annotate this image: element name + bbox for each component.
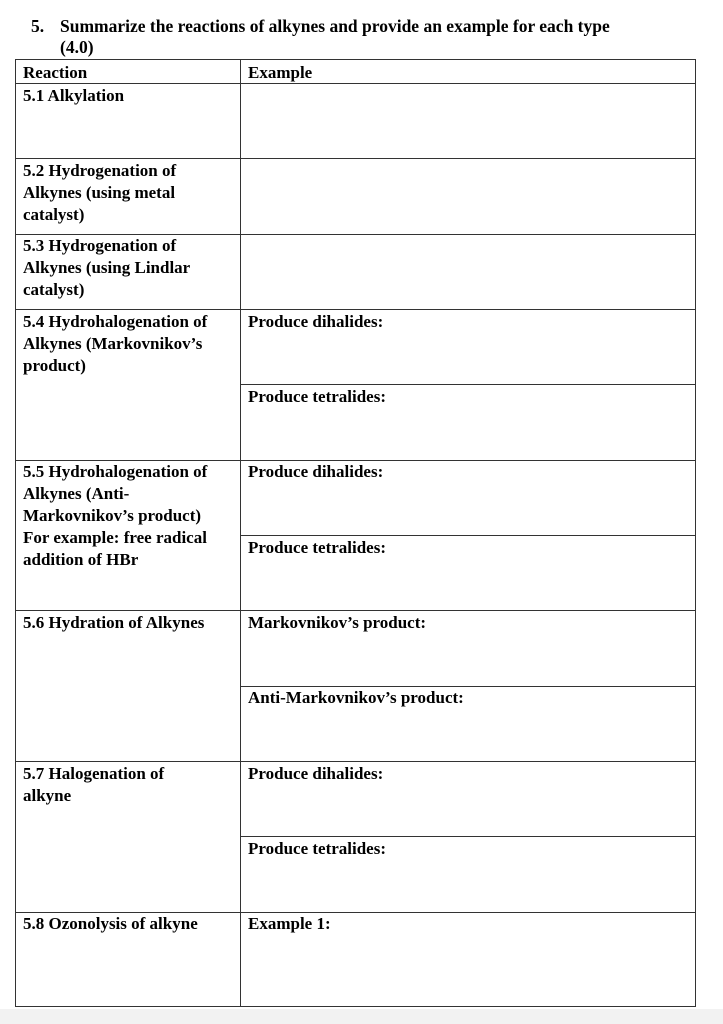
- question-points: (4.0): [60, 37, 94, 57]
- example-cell[interactable]: [248, 160, 688, 230]
- example-cell[interactable]: Produce tetralides:: [248, 839, 387, 858]
- reaction-cell: 5.8 Ozonolysis of alkyne: [23, 914, 198, 933]
- sub-row-divider: [240, 836, 695, 837]
- example-cell[interactable]: Produce dihalides:: [248, 462, 384, 481]
- example-cell[interactable]: Produce tetralides:: [248, 387, 387, 406]
- example-cell[interactable]: Produce tetralides:: [248, 538, 387, 557]
- reaction-cell: 5.7 Halogenation of alkyne: [23, 764, 165, 805]
- question-prompt: [31, 16, 691, 58]
- row-divider: [16, 309, 695, 310]
- sub-row-divider: [240, 535, 695, 536]
- page-bottom-strip: [0, 1009, 723, 1024]
- reaction-cell: 5.4 Hydrohalogenation of Alkynes (Markovnikov’s product): [23, 312, 208, 375]
- question-text: Summarize the reactions of alkynes and provide an example for each type: [60, 16, 610, 36]
- reaction-cell: 5.1 Alkylation: [23, 86, 125, 105]
- reactions-table: [15, 59, 696, 1007]
- example-cell[interactable]: Produce dihalides:: [248, 764, 384, 783]
- reaction-cell: 5.6 Hydration of Alkynes: [23, 613, 205, 632]
- example-cell[interactable]: Markovnikov’s product:: [248, 613, 427, 632]
- row-divider: [16, 610, 695, 611]
- question-number: 5.: [31, 16, 45, 36]
- example-cell[interactable]: [248, 85, 688, 155]
- header-example: Example: [248, 63, 313, 82]
- row-divider: [16, 83, 695, 84]
- reaction-cell: 5.5 Hydrohalogenation of Alkynes (Anti- Markovnikov’s product) For example: free radical addition of HBr: [23, 462, 208, 569]
- example-cell[interactable]: [248, 235, 688, 305]
- row-divider: [16, 158, 695, 159]
- row-divider: [16, 761, 695, 762]
- column-divider: [240, 60, 241, 1006]
- example-cell[interactable]: Example 1:: [248, 914, 331, 933]
- header-reaction: Reaction: [23, 63, 88, 82]
- reaction-cell: 5.2 Hydrogenation of Alkynes (using metal catalyst): [23, 161, 177, 224]
- example-cell[interactable]: Anti-Markovnikov’s product:: [248, 688, 464, 707]
- example-cell[interactable]: Produce dihalides:: [248, 312, 384, 331]
- sub-row-divider: [240, 384, 695, 385]
- reaction-cell: 5.3 Hydrogenation of Alkynes (using Lindlar catalyst): [23, 236, 191, 299]
